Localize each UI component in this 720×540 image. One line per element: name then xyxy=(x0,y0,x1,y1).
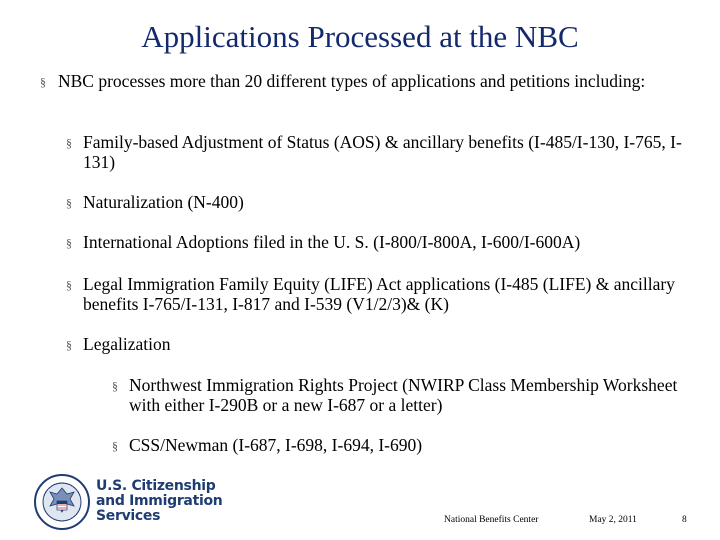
slide-title: Applications Processed at the NBC xyxy=(141,19,579,54)
bullet-legalization xyxy=(66,335,703,355)
bullet-life xyxy=(66,275,703,314)
bullet-naturalization xyxy=(66,193,703,213)
bullet-text: Family-based Adjustment of Status (AOS) & ancillary benefits (I-485/I-130, I-765, I-131) xyxy=(83,132,682,172)
bullet-intro xyxy=(40,72,678,92)
logo-line-2: and Immigration xyxy=(96,493,223,509)
bullet-text: Naturalization (N-400) xyxy=(83,192,244,212)
bullet-marker: § xyxy=(40,75,46,89)
bullet-aos xyxy=(66,133,703,172)
bullet-text: NBC processes more than 20 different types of applications and petitions including: xyxy=(58,71,646,91)
bullet-text: Legalization xyxy=(83,334,171,354)
dhs-seal-icon xyxy=(34,474,90,530)
bullet-marker: § xyxy=(66,196,72,210)
bullet-marker: § xyxy=(112,439,118,453)
bullet-adoptions xyxy=(66,233,703,253)
bullet-text: CSS/Newman (I-687, I-698, I-694, I-690) xyxy=(129,435,423,455)
bullet-marker: § xyxy=(66,236,72,250)
bullet-text: Northwest Immigration Rights Project (NWIRP Class Membership Worksheet with either I-290B or a new I-687 or a letter) xyxy=(129,375,678,415)
logo-line-1: U.S. Citizenship xyxy=(96,478,216,494)
footer-center: National Benefits Center xyxy=(444,515,539,525)
bullet-marker: § xyxy=(112,379,118,393)
bullet-marker: § xyxy=(66,278,72,292)
bullet-text: Legal Immigration Family Equity (LIFE) Act applications (I-485 (LIFE) & ancillary benefits I-765/I-131, I-817 and I-539 (V1/2/3)& (K) xyxy=(83,274,675,314)
page-number: 8 xyxy=(682,515,687,525)
logo-line-3: Services xyxy=(96,508,161,524)
bullet-newman xyxy=(112,436,709,456)
footer-date: May 2, 2011 xyxy=(589,515,637,525)
uscis-logo xyxy=(96,479,222,524)
bullet-marker: § xyxy=(66,338,72,352)
bullet-nwirp xyxy=(112,376,709,415)
bullet-text: International Adoptions filed in the U. S. (I-800/I-800A, I-600/I-600A) xyxy=(83,232,581,252)
bullet-marker: § xyxy=(66,136,72,150)
